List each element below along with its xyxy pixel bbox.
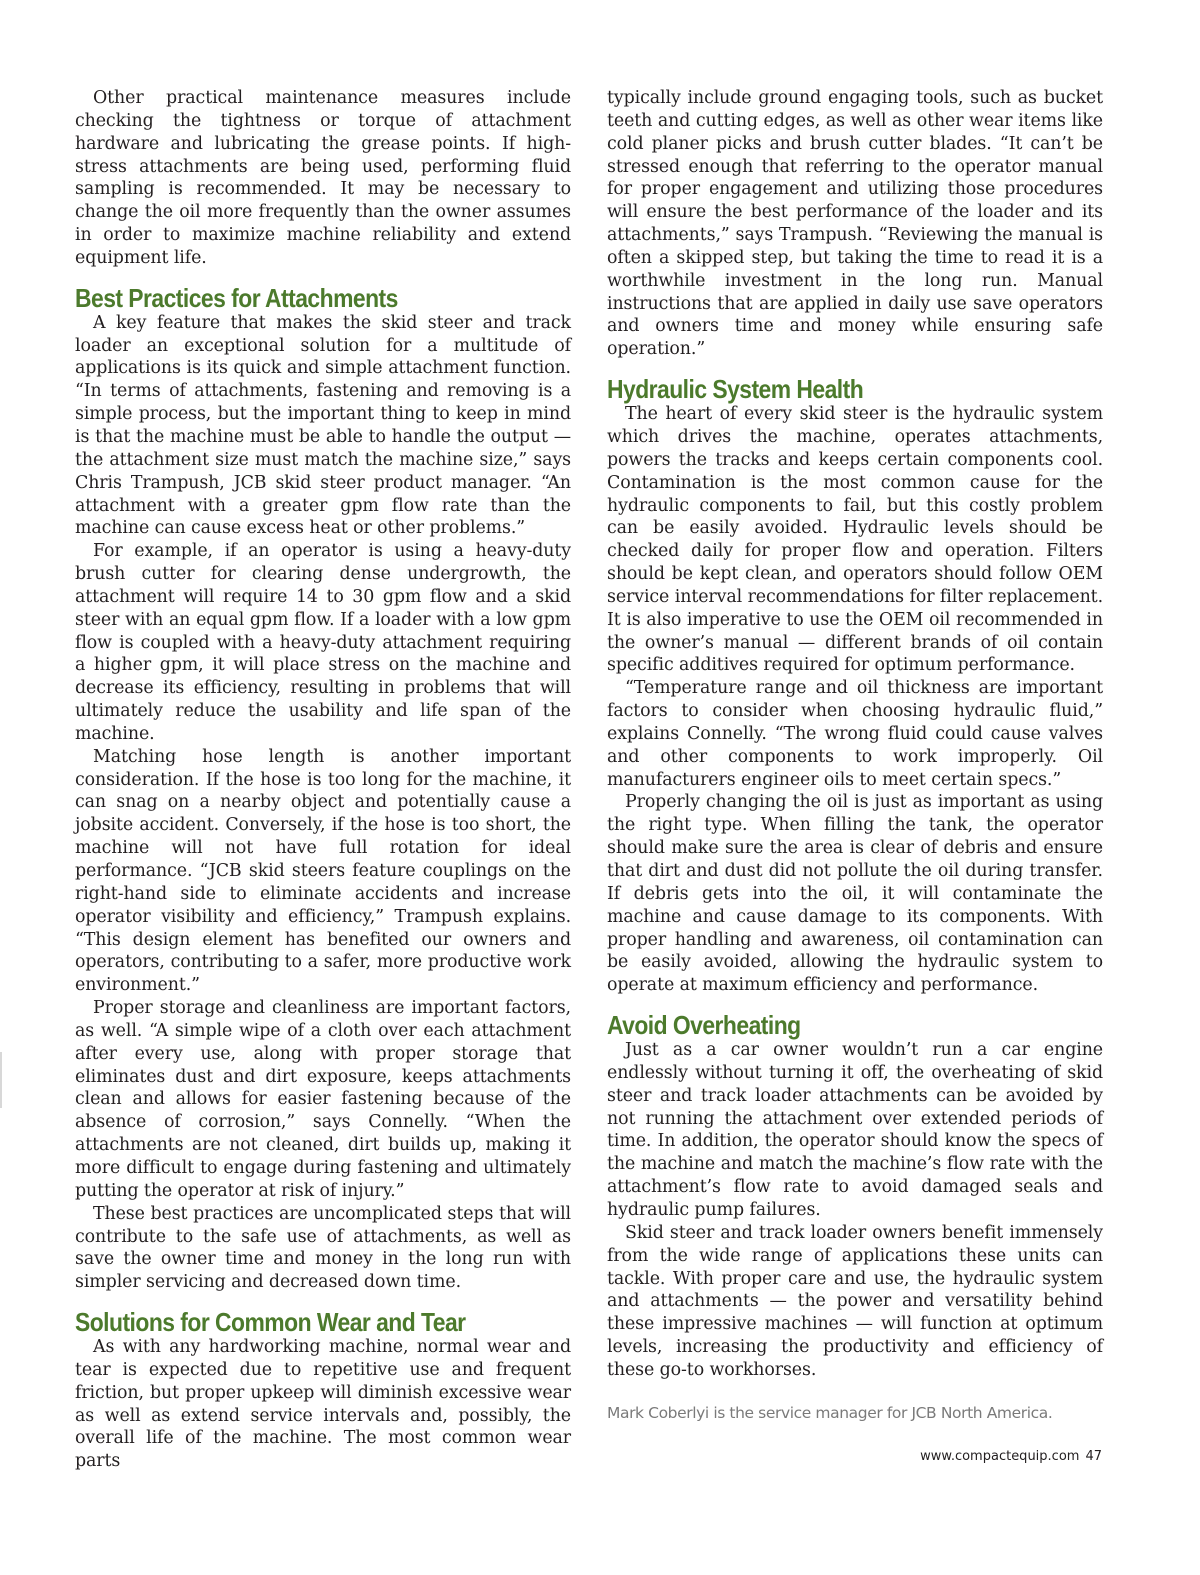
body-paragraph: Just as a car owner wouldn’t run a car engine endlessly without turning it off, the overheating of skid steer and track loader attachments can be avoided by not running the attachment over extended periods of time. In addition, the operator should know the specs of the machine and match the machine’s flow rate with the attachment’s flow rate to avoid damaged seals and hydraulic pump failures.	[607, 1040, 1103, 1220]
body-paragraph: As with any hardworking machine, normal wear and tear is expected due to repetitive use and frequent friction, but proper upkeep will diminish excessive wear as well as extend service intervals and, possibly, the overall life of the machine. The most common wear parts	[75, 1337, 571, 1472]
continuation-paragraph: typically include ground engaging tools, such as bucket teeth and cutting edges, as well as other wear items like cold planer picks and brush cutter blades. “It can’t be stressed enough that referring to the operator manual for proper engagement and utilizing those procedures will ensure the best performance of the loader and its attachments,” says Trampush. “Reviewing the manual is often a skipped step, but taking the time to read it is a worthwhile investment in the long run. Manual instructions that are applied in daily use save operators and owners time and money while ensuring safe operation.”	[607, 88, 1103, 360]
body-paragraph: For example, if an operator is using a heavy-duty brush cutter for clearing dense undergrowth, the attachment will require 14 to 30 gpm flow and a skid steer with an equal gpm flow. If a loader with a low gpm flow is coupled with a heavy-duty attachment requiring a higher gpm, it will place stress on the machine and decrease its efficiency, resulting in problems that will ultimately reduce the usability and life span of the machine.	[75, 541, 571, 744]
body-paragraph: A key feature that makes the skid steer and track loader an exceptional solution for a multitude of applications is its quick and simple attachment function. “In terms of attachments, fastening and removing is a simple process, but the important thing to keep in mind is that the machine must be able to handle the output — the attachment size must match the machine size,” says Chris Trampush, JCB skid steer product manager. “An attachment with a greater gpm flow rate than the machine can cause excess heat or other problems.”	[75, 312, 571, 539]
heading-hydraulic-system-health: Hydraulic System Health	[607, 374, 864, 405]
heading-best-practices: Best Practices for Attachments	[75, 282, 398, 313]
body-paragraph: The heart of every skid steer is the hydraulic system which drives the machine, operates attachments, powers the tracks and keeps certain components cool. Contamination is the most common cause for the hydraulic components to fail, but this costly problem can be easily avoided. Hydraulic levels should be checked daily for proper flow and operation. Filters should be kept clean, and operators should follow OEM service interval recommendations for filter replacement. It is also imperative to use the OEM oil recommended in the owner’s manual — different brands of oil contain specific additives required for optimum performance.	[607, 404, 1103, 676]
body-paragraph: Properly changing the oil is just as important as using the right type. When filling the tank, the operator should make sure the area is clear of debris and ensure that dirt and dust did not pollute the oil during transfer. If debris gets into the oil, it will contaminate the machine and cause damage to its components. With proper handling and awareness, oil contamination can be easily avoided, allowing the hydraulic system to operate at maximum efficiency and performance.	[607, 792, 1103, 996]
author-byline: Mark Coberlyi is the service manager for JCB North America.	[607, 1403, 1053, 1422]
page-edge-mark	[0, 1052, 2, 1108]
intro-paragraph: Other practical maintenance measures include checking the tightness or torque of attachment hardware and lubricating the grease points. If high-stress attachments are being used, performing fluid sampling is recommended. It may be necessary to change the oil more frequently than the owner assumes in order to maximize machine reliability and extend equipment life.	[75, 88, 571, 268]
page-footer	[920, 1449, 1102, 1464]
body-paragraph: Skid steer and track loader owners benefit immensely from the wide range of applications these units can tackle. With proper care and use, the hydraulic system and attachments — the power and versatility behind these impressive machines — will function at optimum levels, increasing the productivity and efficiency of these go-to workhorses.	[607, 1222, 1103, 1380]
heading-wear-and-tear: Solutions for Common Wear and Tear	[75, 1307, 466, 1338]
left-column	[75, 87, 571, 1473]
page-number: 47	[1085, 1449, 1102, 1464]
right-column	[607, 87, 1103, 1425]
footer-website: www.compactequip.com	[920, 1449, 1080, 1464]
body-paragraph: These best practices are uncomplicated steps that will contribute to the safe use of attachments, as well as save the owner time and money in the long run with simpler servicing and decreased down time.	[75, 1203, 571, 1293]
body-paragraph: “Temperature range and oil thickness are important factors to consider when choosing hydraulic fluid,” explains Connelly. “The wrong fluid could cause valves and other components to work improperly. Oil manufacturers engineer oils to meet certain specs.”	[607, 678, 1103, 790]
body-paragraph: Matching hose length is another important consideration. If the hose is too long for the machine, it can snag on a nearby object and potentially cause a jobsite accident. Conversely, if the hose is too short, the machine will not have full rotation for ideal performance. “JCB skid steers feature couplings on the right-hand side to eliminate accidents and increase operator visibility and efficiency,” Trampush explains. “This design element has benefited our owners and operators, contributing to a safer, more productive work environment.”	[75, 746, 571, 996]
heading-avoid-overheating: Avoid Overheating	[607, 1010, 801, 1041]
body-paragraph: Proper storage and cleanliness are important factors, as well. “A simple wipe of a cloth over each attachment after every use, along with proper storage that eliminates dust and dirt exposure, keeps attachments clean and allows for easier fastening because of the absence of corrosion,” says Connelly. “When the attachments are not cleaned, dirt builds up, making it more difficult to engage during fastening and ultimately putting the operator at risk of injury.”	[75, 998, 571, 1201]
